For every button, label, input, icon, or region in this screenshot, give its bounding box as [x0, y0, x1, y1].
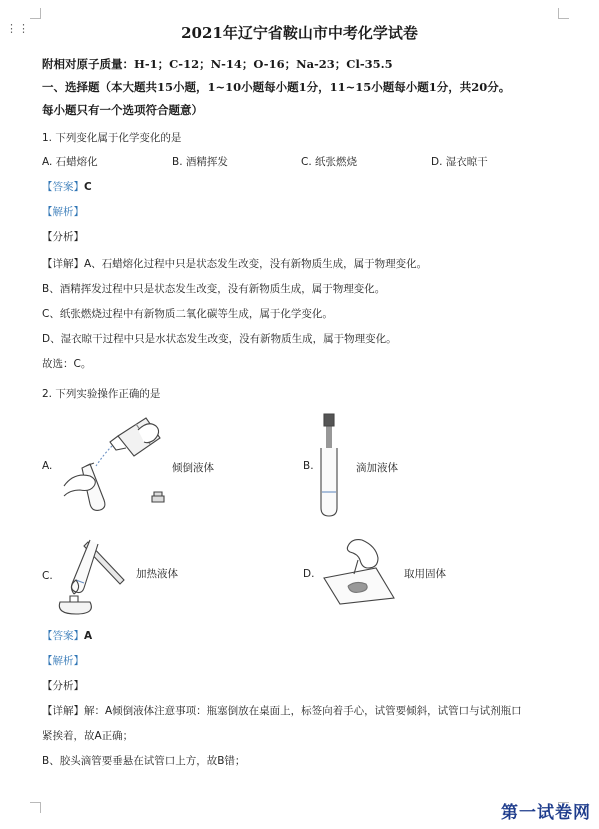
q2-option-c-letter: C.: [42, 570, 53, 582]
q2-option-c-caption: 加热液体: [136, 568, 178, 580]
page-title: 2021年辽宁省鞍山市中考化学试卷: [181, 24, 418, 42]
pouring-liquid-icon: [60, 408, 170, 518]
q1-detail-line-c: C、纸张燃烧过程中有新物质二氧化碳等生成，属于化学变化。: [42, 308, 333, 320]
crop-mark-top-right: [558, 8, 569, 19]
q2-option-b-letter: B.: [303, 460, 314, 472]
q1-answer-tag: 【答案】: [42, 181, 84, 193]
q1-conclusion: 故选：C。: [42, 358, 92, 370]
q2-option-a-letter: A.: [42, 460, 53, 472]
crop-mark-bottom-left: [30, 802, 41, 813]
q1-option-c: C. 纸张燃烧: [301, 156, 358, 168]
crop-mark-top-left: [30, 8, 41, 19]
q2-answer-row: [42, 628, 92, 643]
q2-option-a-caption: 倾倒液体: [172, 462, 214, 474]
site-watermark: 第一试卷网: [501, 803, 591, 823]
section-header-cont: 每小题只有一个选项符合题意）: [42, 103, 203, 117]
taking-solid-icon: [318, 538, 398, 606]
q2-detail-line-2: 紧挨着，故A正确；: [42, 730, 134, 742]
q2-detail-line-3: B、胶头滴管要垂悬在试管口上方，故B错；: [42, 755, 246, 767]
section-header: 一、选择题（本大题共15小题，1~10小题每小题1分，11~15小题每小题1分，共20分。: [42, 80, 511, 94]
q1-detail-tag: 【详解】: [42, 258, 84, 270]
q2-option-d-letter: D.: [303, 568, 315, 580]
q2-option-d-caption: 取用固体: [404, 568, 446, 580]
q2-fenxi-tag: 【分析】: [42, 680, 84, 692]
q1-detail-line-b: B、酒精挥发过程中只是状态发生改变，没有新物质生成，属于物理变化。: [42, 283, 386, 295]
q2-answer-value: A: [84, 630, 93, 642]
dropper-icon: [312, 412, 346, 520]
q1-answer-row: [42, 179, 92, 194]
q1-fenxi-tag: 【分析】: [42, 231, 84, 243]
q1-detail-line-d: D、湿衣晾干过程中只是水状态发生改变，没有新物质生成，属于物理变化。: [42, 333, 397, 345]
q1-stem: 1. 下列变化属于化学变化的是: [42, 132, 182, 144]
q1-option-b: B. 酒精挥发: [172, 156, 228, 168]
atomic-masses: 附相对原子质量：H-1；C-12；N-14；O-16；Na-23；Cl-35.5: [42, 57, 393, 71]
q1-analysis-tag: 【解析】: [42, 206, 84, 218]
q2-analysis-tag: 【解析】: [42, 655, 84, 667]
q2-detail-line-1: 【详解】解：A倾倒液体注意事项：瓶塞倒放在桌面上，标签向着手心，试管要倾斜，试管口与试剂瓶口: [42, 705, 522, 717]
q1-option-d: D. 湿衣晾干: [431, 156, 488, 168]
q1-option-a: A. 石蜡熔化: [42, 156, 98, 168]
q1-answer-value: C: [84, 181, 92, 193]
heating-liquid-icon: [50, 536, 130, 616]
drag-handle-icon[interactable]: ⋮⋮: [6, 22, 30, 35]
q2-stem: 2. 下列实验操作正确的是: [42, 388, 161, 400]
q2-option-b-caption: 滴加液体: [356, 462, 398, 474]
q2-detail-tag: 【详解】: [42, 705, 84, 717]
q1-detail-line-a: 【详解】A、石蜡熔化过程中只是状态发生改变，没有新物质生成，属于物理变化。: [42, 258, 428, 270]
q2-answer-tag: 【答案】: [42, 630, 84, 642]
